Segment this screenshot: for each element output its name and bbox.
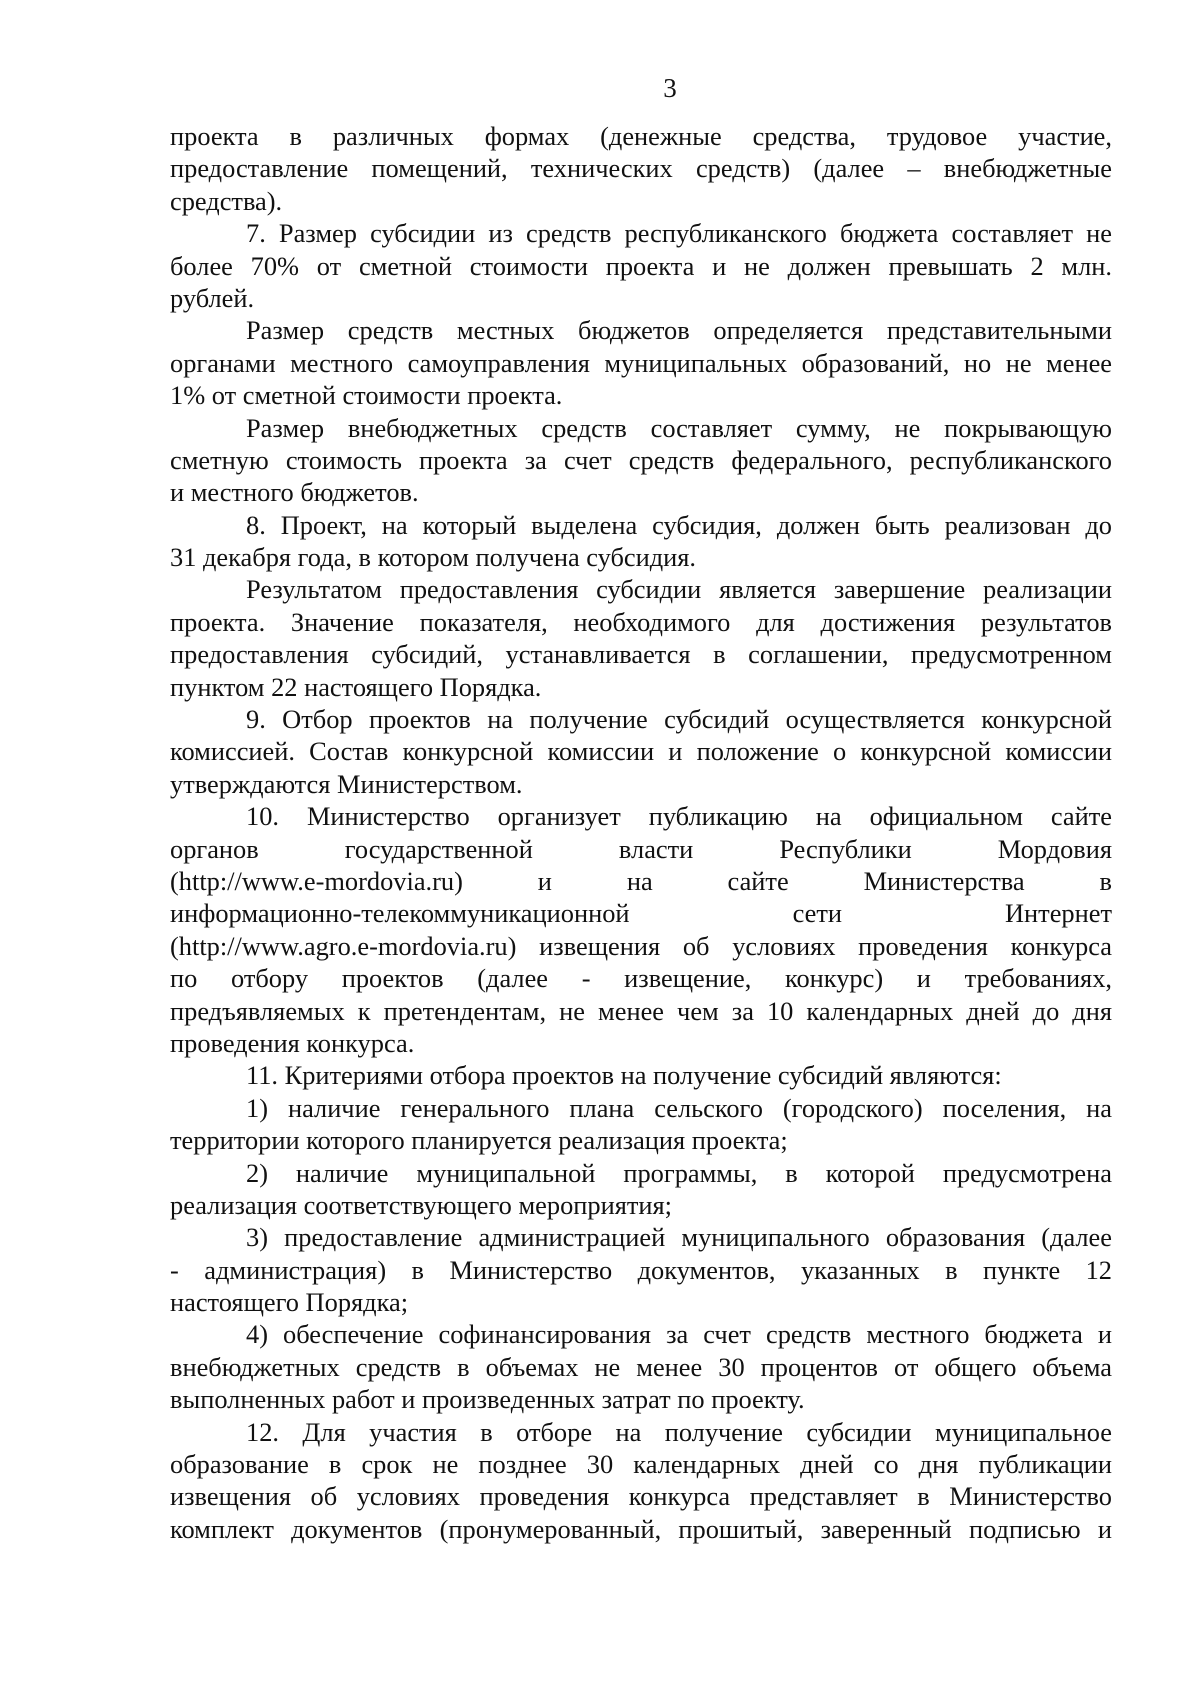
- text-line: проведения конкурса.: [170, 1027, 415, 1058]
- document-body: [170, 120, 1112, 1545]
- text-line: предоставление помещений, технических средств) (далее – внебюджетные: [170, 153, 1112, 184]
- text-line: рублей.: [170, 282, 255, 313]
- text-line: информационно-телекоммуникационной сети Интернет: [170, 898, 1112, 929]
- text-line: сметную стоимость проекта за счет средств федерального, республиканского: [170, 444, 1112, 475]
- text-line: Размер внебюджетных средств составляет сумму, не покрывающую: [246, 412, 1112, 443]
- text-line: 9. Отбор проектов на получение субсидий осуществляется конкурсной: [246, 704, 1112, 735]
- text-line: проекта в различных формах (денежные средства, трудовое участие,: [170, 121, 1112, 151]
- text-line: по отбору проектов (далее - извещение, конкурс) и требованиях,: [170, 963, 1112, 994]
- text-line: 4) обеспечение софинансирования за счет средств местного бюджета и: [246, 1319, 1112, 1350]
- text-line: средства).: [170, 185, 283, 216]
- text-line: Результатом предоставления субсидии является завершение реализации: [246, 574, 1112, 605]
- text-line: 2) наличие муниципальной программы, в которой предусмотрена: [246, 1157, 1112, 1188]
- text-line: проекта. Значение показателя, необходимого для достижения результатов: [170, 606, 1112, 637]
- text-line: 10. Министерство организует публикацию на официальном сайте: [246, 801, 1112, 832]
- text-line: реализация соответствующего мероприятия;: [170, 1189, 672, 1220]
- text-line: 31 декабря года, в котором получена субсидия.: [170, 542, 697, 573]
- text-line: 12. Для участия в отборе на получение субсидии муниципальное: [246, 1416, 1112, 1447]
- text-line: 3) предоставление администрацией муниципального образования (далее: [246, 1222, 1112, 1253]
- text-line: извещения об условиях проведения конкурса представляет в Министерство: [170, 1481, 1112, 1512]
- text-line: утверждаются Министерством.: [170, 768, 523, 799]
- text-line: более 70% от сметной стоимости проекта и не должен превышать 2 млн.: [170, 250, 1112, 281]
- text-line: предоставления субсидий, устанавливается в соглашении, предусмотренном: [170, 639, 1112, 670]
- text-line: (http://www.e-mordovia.ru) и на сайте Министерства в: [170, 865, 1112, 896]
- text-line: Размер средств местных бюджетов определяется представительными: [246, 315, 1112, 346]
- text-line: территории которого планируется реализация проекта;: [170, 1125, 788, 1156]
- text-line: образование в срок не позднее 30 календарных дней со дня публикации: [170, 1449, 1112, 1480]
- text-line: органов государственной власти Республики Мордовия: [170, 833, 1112, 864]
- text-line: 11. Критериями отбора проектов на получение субсидий являются:: [246, 1060, 1002, 1091]
- text-line: - администрация) в Министерство документов, указанных в пункте 12: [170, 1254, 1112, 1285]
- text-line: (http://www.agro.e-mordovia.ru) извещения об условиях проведения конкурса: [170, 930, 1112, 961]
- text-line: комиссией. Состав конкурсной комиссии и положение о конкурсной комиссии: [170, 736, 1112, 767]
- text-line: внебюджетных средств в объемах не менее 30 процентов от общего объема: [170, 1351, 1112, 1382]
- text-line: пунктом 22 настоящего Порядка.: [170, 671, 542, 702]
- text-line: предъявляемых к претендентам, не менее чем за 10 календарных дней до дня: [170, 995, 1112, 1026]
- text-line: 7. Размер субсидии из средств республиканского бюджета составляет не: [246, 218, 1112, 249]
- text-line: органами местного самоуправления муниципальных образований, но не менее: [170, 347, 1112, 378]
- text-line: комплект документов (пронумерованный, прошитый, заверенный подписью и: [170, 1513, 1112, 1544]
- text-line: 1) наличие генерального плана сельского (городского) поселения, на: [246, 1092, 1112, 1123]
- text-line: 8. Проект, на который выделена субсидия, должен быть реализован до: [246, 509, 1112, 540]
- text-line: настоящего Порядка;: [170, 1287, 409, 1318]
- text-line: 1% от сметной стоимости проекта.: [170, 380, 563, 411]
- text-line: выполненных работ и произведенных затрат по проекту.: [170, 1384, 805, 1415]
- text-line: и местного бюджетов.: [170, 477, 419, 508]
- page-number: 3: [663, 73, 677, 103]
